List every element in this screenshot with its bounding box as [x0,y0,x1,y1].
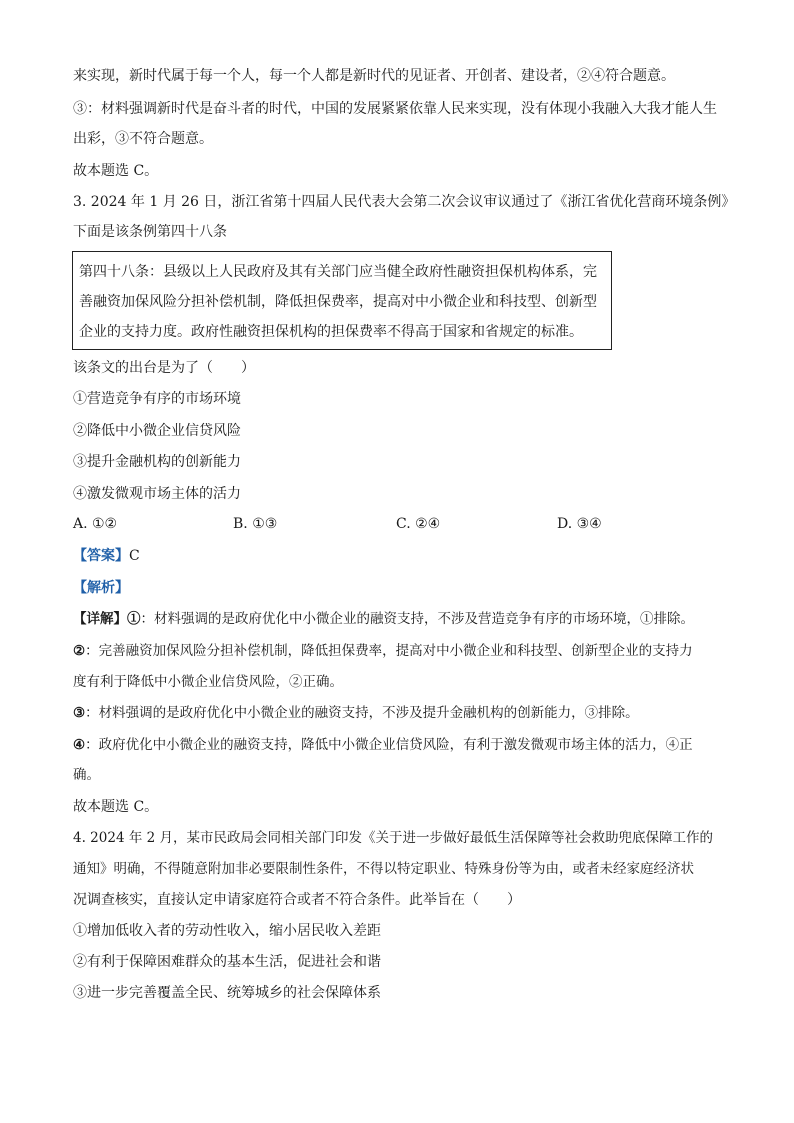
q4-item-2: ②有利于保障困难群众的基本生活，促进社会和谐 [73,954,381,970]
detail-1-text: ：材料强调的是政府优化中小微企业的融资支持，不涉及营造竞争有序的市场环境，①排除。 [140,611,694,627]
material-line-3: 企业的支持力度。政府性融资担保机构的担保费率不得高于国家和省规定的标准。 [79,324,583,340]
material-line-2: 善融资加保风险分担补偿机制，降低担保费率，提高对中小微企业和科技型、创新型 [79,294,597,310]
q3-option-d: D. ③④ [557,516,602,532]
q3-conclusion: 故本题选 C。 [73,799,159,815]
q3-detail-4b: 确。 [73,767,100,783]
q3-option-c: C. ②④ [396,516,441,532]
q3-item-2: ②降低中小微企业信贷风险 [73,423,241,439]
detail-2-mark: ② [73,643,86,659]
q3-option-a: A. ①② [73,516,118,532]
q3-item-4: ④激发微观市场主体的活力 [73,486,241,502]
q3-detail-1 [73,609,694,629]
q4-stem-line-2: 通知》明确，不得随意附加非必要限制性条件，不得以特定职业、特殊身份等为由，或者未经家庭经济状 [73,861,694,877]
q4-item-1: ①增加低收入者的劳动性收入，缩小居民收入差距 [73,923,381,939]
q3-detail-3 [73,703,639,723]
detail-3-text: ：材料强调的是政府优化中小微企业的融资支持，不涉及提升金融机构的创新能力，③排除。 [85,705,639,721]
q3-answer [73,546,140,566]
prev-answer-line-3: 出彩，③不符合题意。 [73,131,213,147]
q3-option-b: B. ①③ [233,516,278,532]
q3-material-box [72,251,612,350]
q4-stem-line-3: 况调查核实，直接认定申请家庭符合或者不符合条件。此举旨在（ ） [73,892,521,908]
q3-detail-4a [73,735,693,755]
prev-conclusion: 故本题选 C。 [73,163,159,179]
q3-stem-line-1: 3. 2024 年 1 月 26 日，浙江省第十四届人民代表大会第二次会议审议通过了《浙江省优化营商环境条例》 [73,194,736,210]
analysis-tag: 【解析】 [73,580,129,596]
prev-answer-line-1: 来实现，新时代属于每一个人，每一个人都是新时代的见证者、开创者、建设者，②④符合题意。 [73,68,675,84]
detail-2-text: ：完善融资加保风险分担补偿机制，降低担保费率，提高对中小微企业和科技型、创新型企业的支持力 [85,643,693,659]
q3-detail-2a [73,641,693,661]
detail-3-mark: ③ [73,705,86,721]
q3-item-1: ①营造竞争有序的市场环境 [73,391,241,407]
detail-4-text: ：政府优化中小微企业的融资支持，降低中小微企业信贷风险，有利于激发微观市场主体的活力，④正 [85,737,693,753]
detail-4-mark: ④ [73,737,86,753]
q3-stem-line-2: 下面是该条例第四十八条 [73,224,227,240]
q4-stem-line-1: 4. 2024 年 2 月，某市民政局会同相关部门印发《关于进一步做好最低生活保障等社会救助兜底保障工作的 [73,830,713,846]
prev-answer-line-2: ③：材料强调新时代是奋斗者的时代，中国的发展紧紧依靠人民来实现，没有体现小我融入大我才能人生 [73,101,717,117]
q4-item-3: ③进一步完善覆盖全民、统筹城乡的社会保障体系 [73,985,381,1001]
detail-1-mark: ① [127,611,141,627]
detail-tag: 【详解】 [73,611,127,627]
answer-tag: 【答案】 [73,548,129,564]
answer-value: C [129,548,140,564]
q3-detail-2b: 度有利于降低中小微企业信贷风险，②正确。 [73,674,343,690]
q3-analysis-heading [73,578,129,598]
material-line-1: 第四十八条：县级以上人民政府及其有关部门应当健全政府性融资担保机构体系，完 [79,264,597,280]
q3-item-3: ③提升金融机构的创新能力 [73,454,241,470]
q3-question: 该条文的出台是为了（ ） [73,360,255,376]
